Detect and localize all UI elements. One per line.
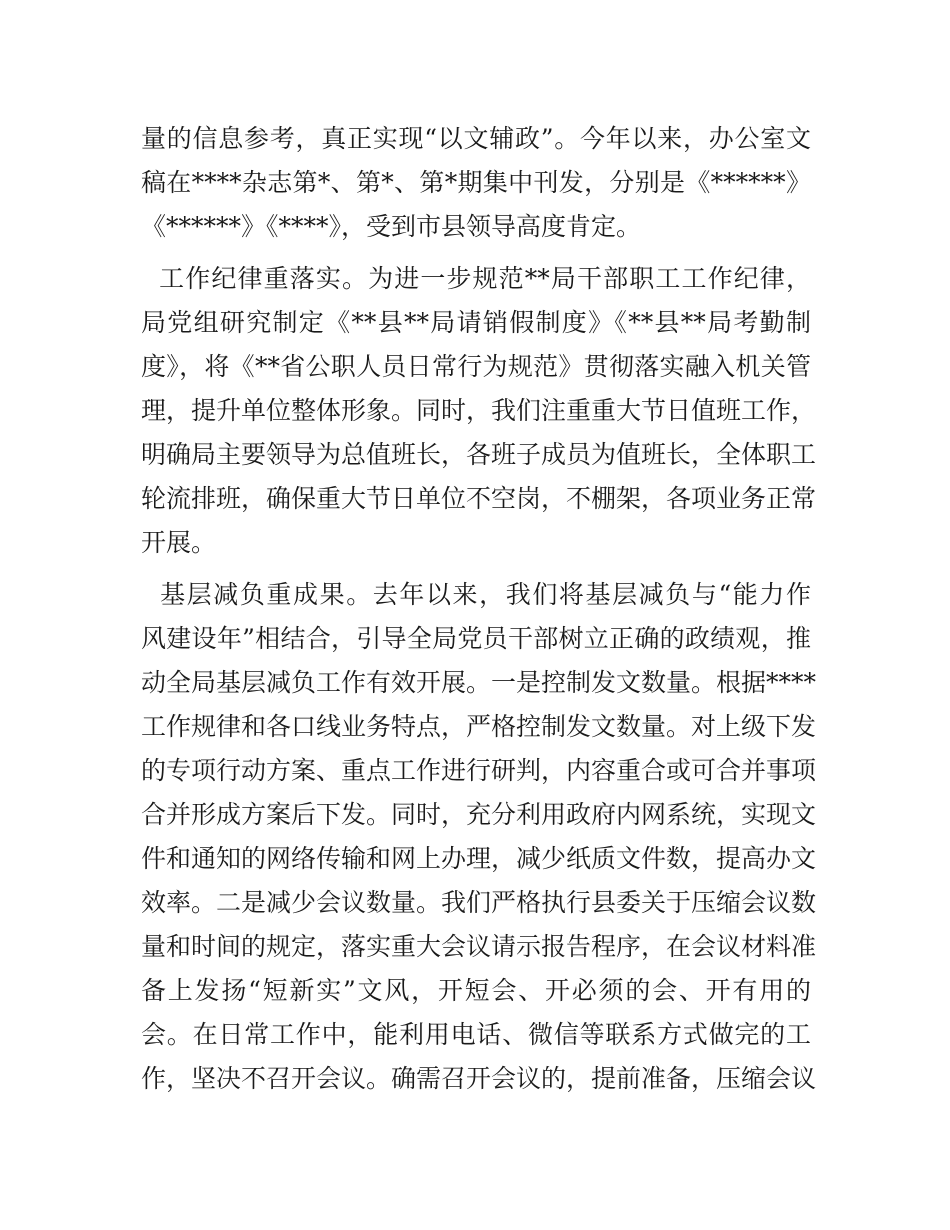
text-line: 效率。二是减少会议数量。我们严格执行县委关于压缩会议数 [141,888,817,917]
document-body [141,117,817,1101]
text-line: 动全局基层减负工作有效开展。一是控制发文数量。根据**** [141,668,817,697]
text-line: 轮流排班，确保重大节日单位不空岗，不棚架，各项业务正常 [141,484,817,513]
text-line: 量和时间的规定，落实重大会议请示报告程序，在会议材料准 [141,932,817,961]
text-line: 作，坚决不召开会议。确需召开会议的，提前准备，压缩会议 [141,1064,817,1093]
paragraph-gap [141,565,811,573]
paragraph-2 [141,257,817,565]
text-line: 件和通知的网络传输和网上办理，减少纸质文件数，提高办文 [141,844,817,873]
text-line: 明确局主要领导为总值班长，各班子成员为值班长，全体职工 [141,440,817,469]
text-line: 《******》《****》，受到市县领导高度肯定。 [141,212,642,241]
paragraph-3 [141,573,817,1101]
text-line: 合并形成方案后下发。同时，充分利用政府内网系统，实现文 [141,800,817,829]
text-line: 工作规律和各口线业务特点，严格控制发文数量。对上级下发 [141,712,817,741]
text-line: 备上发扬“短新实”文风，开短会、开必须的会、开有用的 [141,976,811,1005]
text-line: 度》，将《**省公职人员日常行为规范》贯彻落实融入机关管 [141,352,811,381]
text-line: 风建设年”相结合，引导全局党员干部树立正确的政绩观，推 [141,624,811,653]
text-line: 量的信息参考，真正实现“以文辅政”。今年以来，办公室文 [141,124,811,153]
text-line: 的专项行动方案、重点工作进行研判，内容重合或可合并事项 [141,756,817,785]
text-line: 理，提升单位整体形象。同时，我们注重重大节日值班工作， [141,396,817,425]
text-line: 局党组研究制定《**县**局请销假制度》《**县**局考勤制 [141,308,811,337]
text-line: 开展。 [141,528,217,557]
text-line: 工作纪律重落实。为进一步规范**局干部职工工作纪律， [141,264,811,293]
paragraph-gap [141,249,811,257]
text-line: 基层减负重成果。去年以来，我们将基层减负与“能力作 [141,580,811,609]
text-line: 会。在日常工作中，能利用电话、微信等联系方式做完的工 [141,1020,811,1049]
paragraph-1 [141,117,811,249]
text-line: 稿在****杂志第*、第*、第*期集中刊发，分别是《******》 [141,168,811,197]
